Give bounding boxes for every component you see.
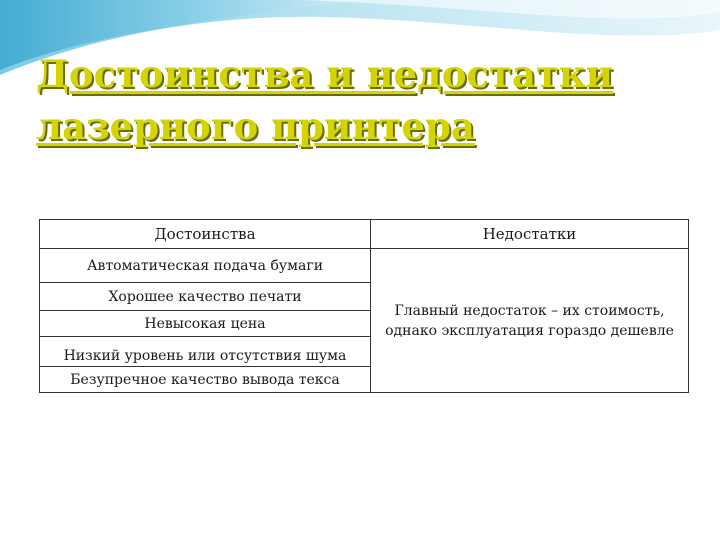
title-line-2: лазерного принтера [36,104,475,148]
header-disadvantages: Недостатки [371,220,689,249]
table-row [40,249,689,283]
table-header-row [40,220,689,249]
advantage-cell: Автоматическая подача бумаги [40,249,371,283]
title-line-1: Достоинства и недостатки [36,52,614,96]
advantage-cell: Безупречное качество вывода текса [40,367,371,393]
header-advantages: Достоинства [40,220,371,249]
advantage-cell: Хорошее качество печати [40,283,371,311]
disadvantage-cell: Главный недостаток – их стоимость, однако эксплуатация гораздо дешевле [371,249,689,393]
advantage-cell: Невысокая цена [40,311,371,337]
page-title [36,48,676,152]
comparison-table [39,219,689,393]
advantage-cell: Низкий уровень или отсутствия шума [40,337,371,367]
